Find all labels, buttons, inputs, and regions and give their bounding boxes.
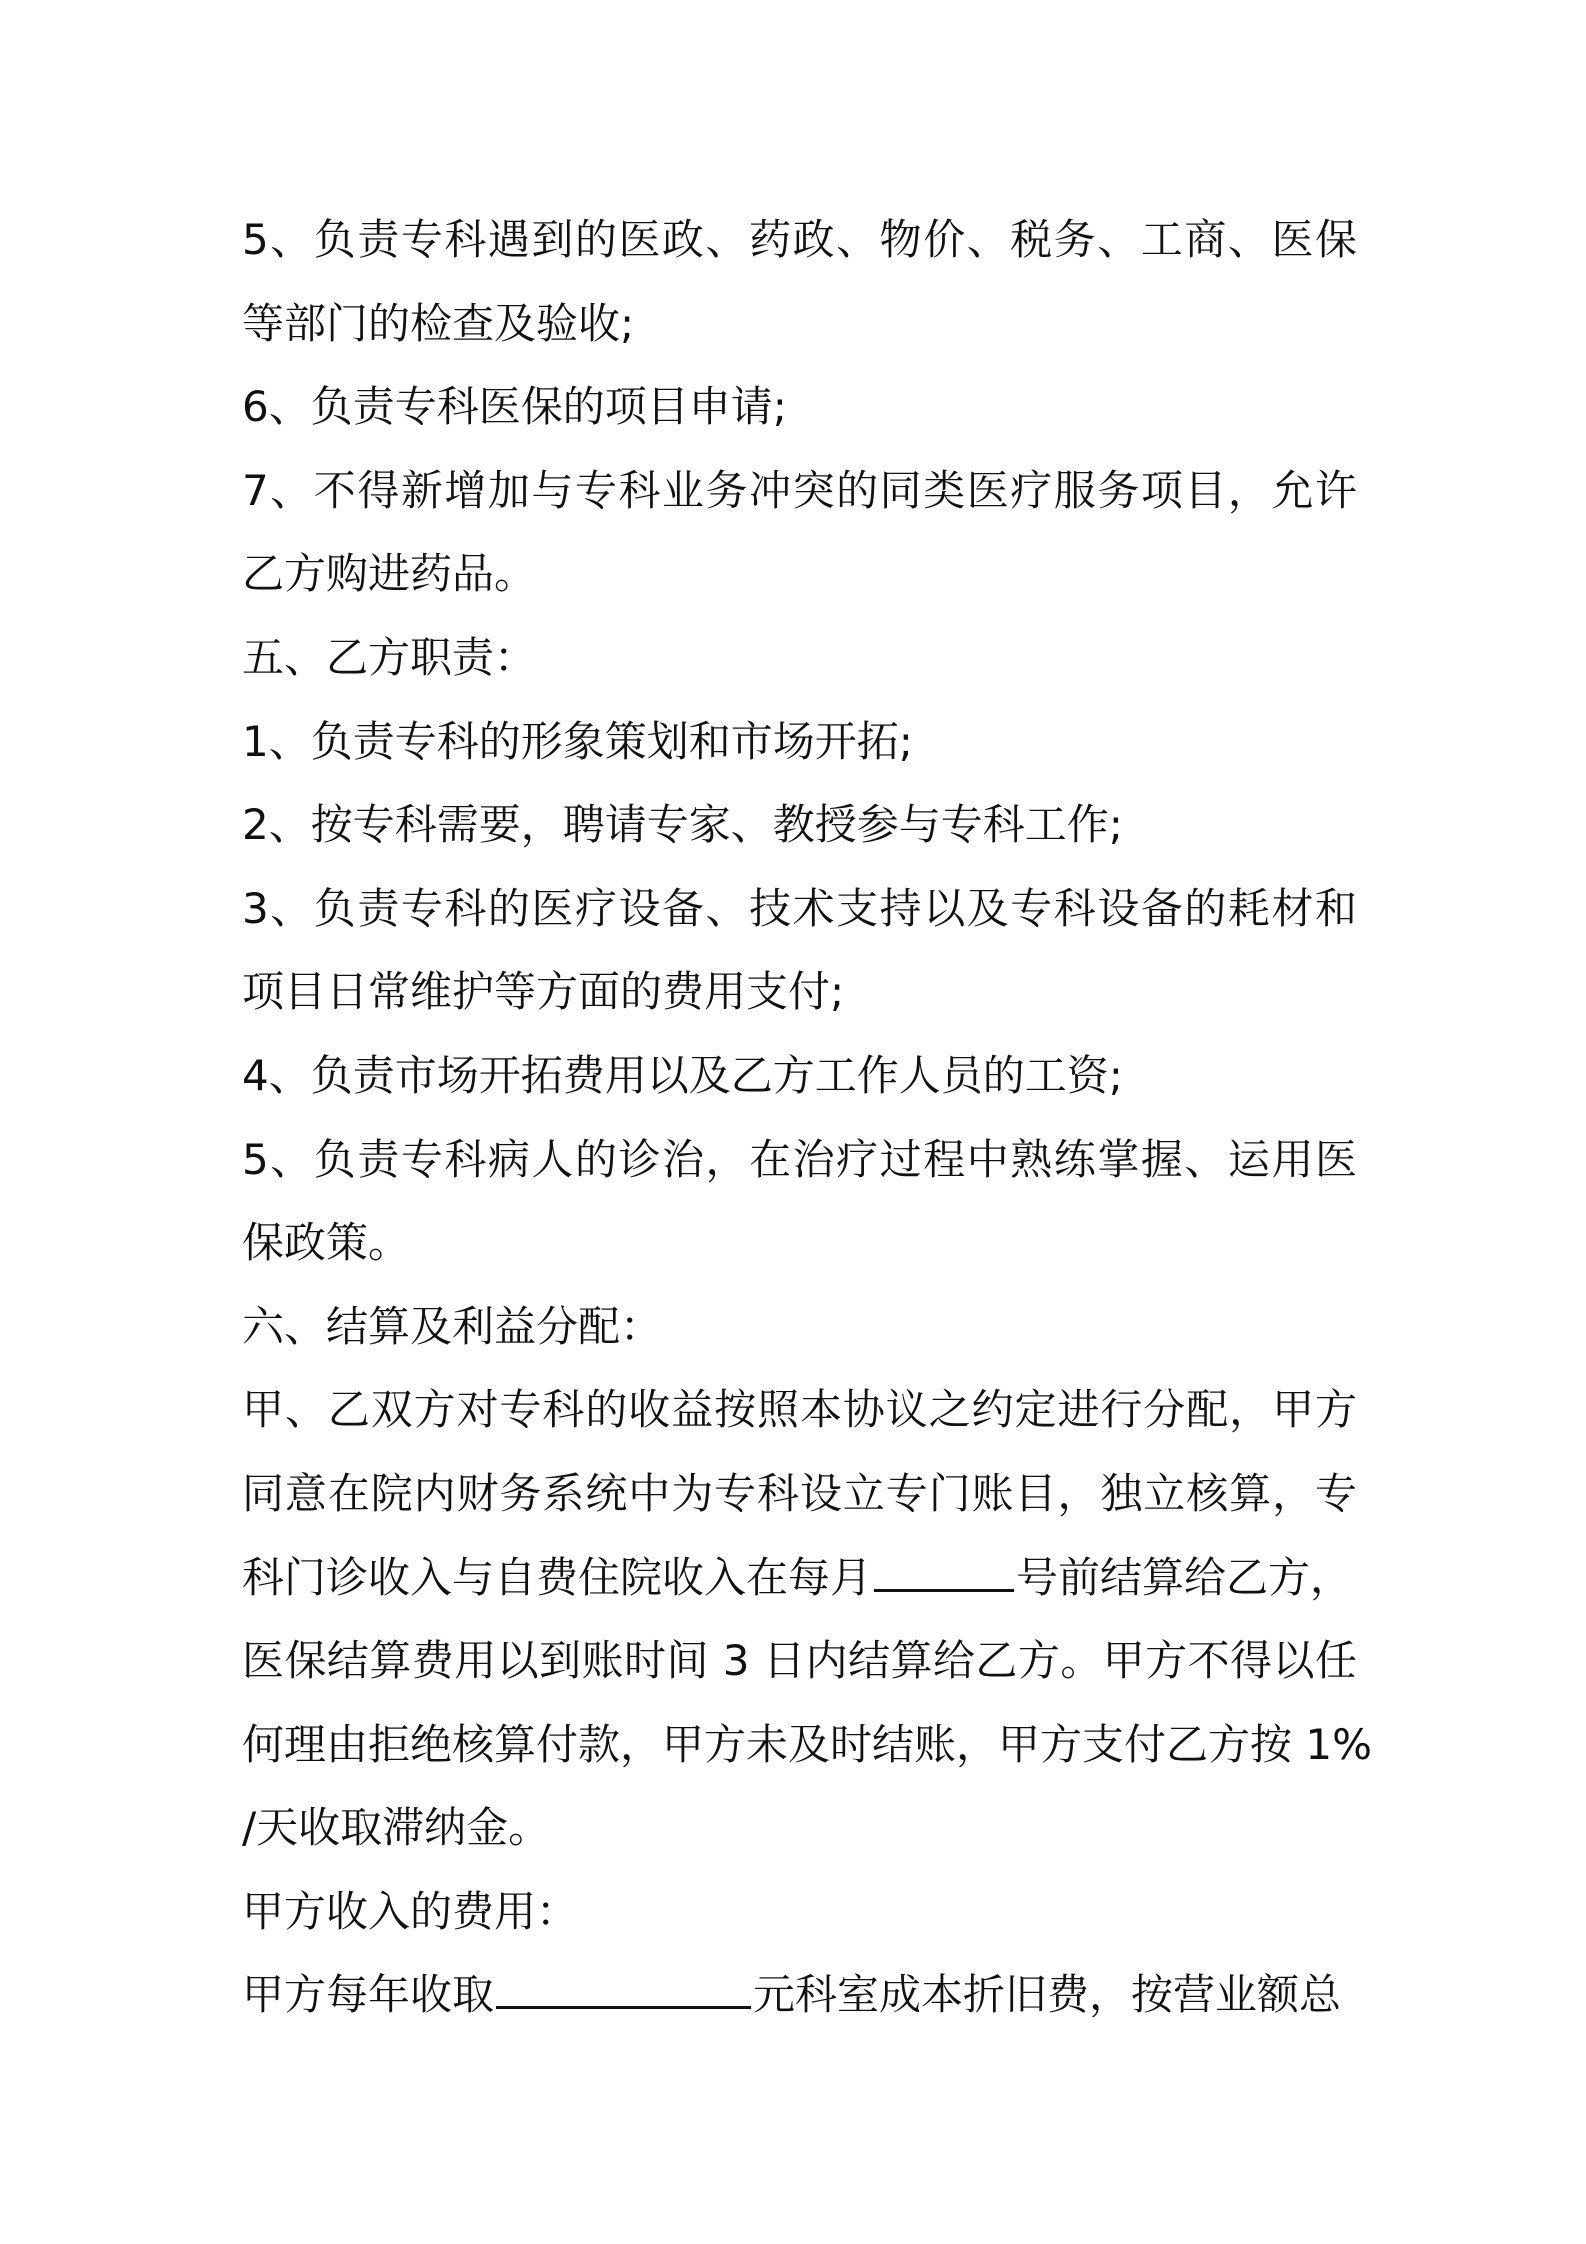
paragraph-line [242, 1953, 1357, 2037]
paragraph-line: 何理由拒绝核算付款，甲方未及时结账，甲方支付乙方按 1% [242, 1719, 1372, 1769]
paragraph-line: 7、不得新增加与专科业务冲突的同类医疗服务项目，允许 [242, 465, 1357, 515]
paragraph-line: 1、负责专科的形象策划和市场开拓; [242, 716, 913, 766]
document-body [242, 198, 1372, 2037]
line-text-after-blank: 元科室成本折旧费，按营业额总 [753, 1970, 1342, 2020]
paragraph-line: 6、负责专科医保的项目申请; [242, 382, 787, 432]
paragraph-line: 医保结算费用以到账时间 3 日内结算给乙方。甲方不得以任 [242, 1636, 1357, 1686]
line-text-before-blank: 科门诊收入与自费住院收入在每月 [242, 1552, 873, 1602]
paragraph-line: 等部门的检查及验收; [242, 298, 635, 348]
paragraph-line: 保政策。 [242, 1218, 411, 1268]
fill-in-blank [496, 1964, 751, 2009]
section-heading: 六、结算及利益分配： [242, 1301, 663, 1351]
section-heading: 五、乙方职责： [242, 632, 537, 682]
paragraph-line: 3、负责专科的医疗设备、技术支持以及专科设备的耗材和 [242, 883, 1357, 933]
line-text-after-blank: 号前结算给乙方， [1016, 1552, 1353, 1602]
paragraph-line: 5、负责专科遇到的医政、药政、物价、税务、工商、医保 [242, 215, 1357, 264]
paragraph-line: 项目日常维护等方面的费用支付; [242, 967, 845, 1017]
paragraph-line: 乙方购进药品。 [242, 549, 537, 599]
paragraph-line: 4、负责市场开拓费用以及乙方工作人员的工资; [242, 1050, 1123, 1100]
paragraph-line: /天收取滞纳金。 [242, 1803, 551, 1853]
paragraph-line: 5、负责专科病人的诊治，在治疗过程中熟练掌握、运用医 [242, 1134, 1357, 1184]
paragraph-line [242, 1536, 1357, 1620]
section-heading: 甲方收入的费用： [242, 1886, 579, 1936]
paragraph-line: 2、按专科需要，聘请专家、教授参与专科工作; [242, 800, 1123, 850]
paragraph-line: 甲、乙双方对专科的收益按照本协议之约定进行分配，甲方 [242, 1385, 1357, 1435]
paragraph-line: 同意在院内财务系统中为专科设立专门账目，独立核算，专 [242, 1468, 1357, 1518]
line-text-before-blank: 甲方每年收取 [242, 1970, 495, 2020]
fill-in-blank [874, 1547, 1014, 1592]
